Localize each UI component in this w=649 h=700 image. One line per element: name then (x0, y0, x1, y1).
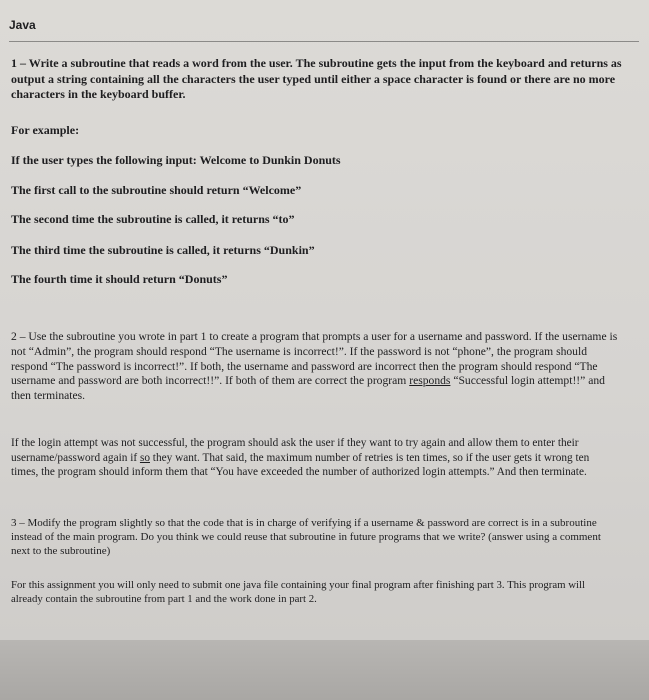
question-2-text (11, 330, 623, 404)
question-2-text-part-b: “Successful login attempt!!” and then terminates. (11, 374, 605, 403)
question-2-retry-text (11, 436, 619, 480)
retry-text-part-a: If the login attempt was not successful, the program should ask the user if they want to try again and allow them to enter their username/password again if (11, 437, 579, 464)
retry-underlined-word: so (139, 451, 150, 464)
document-title: Java (9, 18, 36, 32)
example-heading: For example: (11, 123, 80, 137)
example-second-call: The second time the subroutine is called, it returns “to” (11, 212, 295, 226)
question-1-text: 1 – Write a subroutine that reads a word from the user. The subroutine gets the input from the keyboard and returns as output a string containing all the characters the user typed until either a space character is found or there are no more characters in the keyboard buffer. (11, 56, 622, 101)
retry-text-part-b: they want. That said, the maximum number of retries is ten times, so if the user gets it wrong ten times, the program should inform them that “You have exceeded the number of authorized login attempts.” And then terminate. (11, 451, 590, 479)
question-3-text: 3 – Modify the program slightly so that the code that is in charge of verifying if a username & password are correct is in a subroutine instead of the main program. Do you think we could reuse that subroutine in future programs that we write? (answer using a comment next to the subroutine) (11, 517, 601, 558)
example-first-call: The first call to the subroutine should return “Welcome” (11, 183, 302, 197)
example-fourth-call: The fourth time it should return “Donuts” (11, 272, 228, 286)
title-divider (9, 41, 639, 42)
example-input-line: If the user types the following input: Welcome to Dunkin Donuts (11, 153, 341, 167)
background-surface (0, 640, 649, 700)
question-2-text-part-a: 2 – Use the subroutine you wrote in part 1 to create a program that prompts a user for a username and password. If the username is not “Admin”, the program should respond “The username is incorrect!”. If the password is not “phone”, the program should respond “The password is incorrect!”. If both, the username and password are incorrect then the program should respond “The username and password are both incorrect!!”. If both of them are correct the program (11, 330, 618, 388)
example-third-call: The third time the subroutine is called, it returns “Dunkin” (11, 243, 315, 257)
submission-note: For this assignment you will only need to submit one java file containing your final program after finishing part 3. This program will already contain the subroutine from part 1 and the work done in part 2. (11, 579, 586, 605)
question-2-underlined-word: responds (409, 374, 451, 388)
